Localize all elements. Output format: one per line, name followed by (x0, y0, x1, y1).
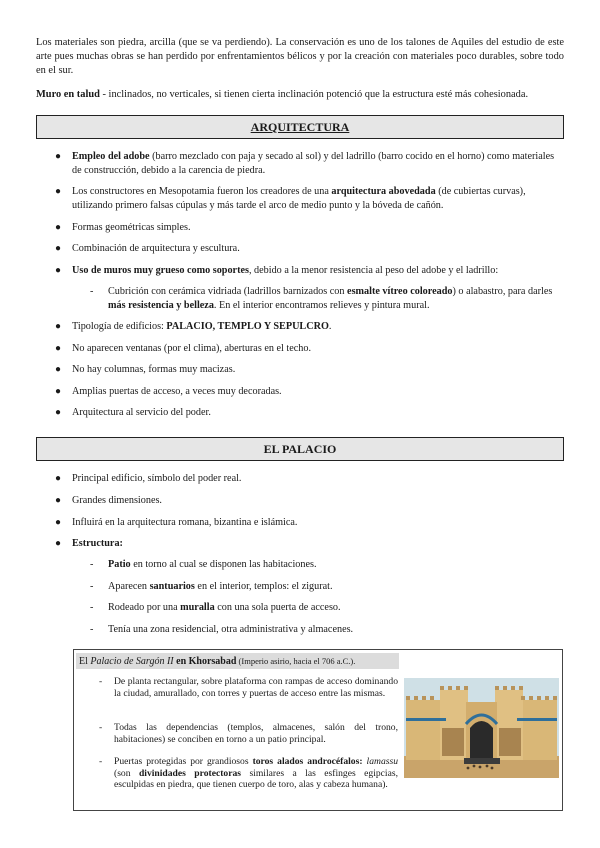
list-item: ● Principal edificio, símbolo del poder real. (55, 473, 242, 484)
sargon-box-title: El Palacio de Sargón II en Khorsabad (Imperio asirio, hacia el 706 a.C.). (76, 653, 399, 669)
palacio-heading: EL PALACIO (36, 437, 564, 461)
list-item: - De planta rectangular, sobre plataforma con rampas de acceso dominando la ciudad, amurallado, con torres y puertas de acceso entre las mismas. (99, 676, 398, 699)
list-item: ● Uso de muros muy grueso como soportes, debido a la menor resistencia al peso del adobe y el ladrillo: (55, 265, 499, 276)
list-item: ● Influirá en la arquitectura romana, bizantina e islámica. (55, 517, 298, 528)
list-item: ● Los constructores en Mesopotamia fueron los creadores de una arquitectura abovedada (de cubiertas curvas), utilizando primero falsas cúpulas y más tarde el arco de medio punto y la bóveda de cañón. (55, 186, 526, 211)
list-item: ● Grandes dimensiones. (55, 495, 162, 506)
muro-paragraph: Muro en talud - inclinados, no verticales, si tienen cierta inclinación potenció que la estructura esté más cohesionada. (36, 89, 529, 100)
arquitectura-heading: ARQUITECTURA (36, 115, 564, 139)
list-item: ● Amplias puertas de acceso, a veces muy decoradas. (55, 386, 282, 397)
sub-list-item: - Rodeado por una muralla con una sola puerta de acceso. (90, 602, 341, 613)
list-item: ● Tipología de edificios: PALACIO, TEMPLO Y SEPULCRO. (55, 321, 332, 332)
list-item: ● Empleo del adobe (barro mezclado con paja y secado al sol) y del ladrillo (barro cocido en el horno) como materiales de construcción, debido a la carencia de piedra. (55, 151, 555, 176)
list-item: ● Arquitectura al servicio del poder. (55, 407, 211, 418)
sargon-palace-illustration (404, 678, 559, 778)
list-item: ● No hay columnas, formas muy macizas. (55, 364, 236, 375)
intro-paragraph: Los materiales son piedra, arcilla (que se va perdiendo). La conservación es uno de los talones de Aquiles del estudio de este arte pues muchas obras se han perdido por enfrentamientos bélicos y por la creación con materiales poco durables, sobre todo en el sur. (36, 37, 564, 76)
sub-list-item: - Tenía una zona residencial, otra administrativa y almacenes. (90, 624, 354, 635)
list-item: ● No aparecen ventanas (por el clima), aberturas en el techo. (55, 343, 312, 354)
sub-list-item: - Patio en torno al cual se disponen las habitaciones. (90, 559, 317, 570)
sub-list-item: - Cubrición con cerámica vidriada (ladrillos barnizados con esmalte vítreo coloreado) o alabastro, para darles más resistencia y belleza. En el interior encontramos relieves y pintura mural. (90, 286, 553, 311)
list-item: ● Combinación de arquitectura y escultura. (55, 243, 240, 254)
list-item: ● Estructura: (55, 538, 123, 549)
list-item: ● Formas geométricas simples. (55, 222, 191, 233)
muro-term: Muro en talud (36, 89, 100, 100)
list-item: - Todas las dependencias (templos, almacenes, salón del trono, habitaciones) se conciben en torno a un patio principal. (99, 722, 398, 745)
list-item: - Puertas protegidas por grandiosos toros alados androcéfalos: lamassu (son divinidades protectoras similares a las esfinges egipcias, esculpidas en piedra, que tienen cuerpo de toro, alas y cabeza humana). (99, 756, 398, 791)
sargon-box (73, 649, 563, 811)
sub-list-item: - Aparecen santuarios en el interior, templos: el zigurat. (90, 581, 333, 592)
